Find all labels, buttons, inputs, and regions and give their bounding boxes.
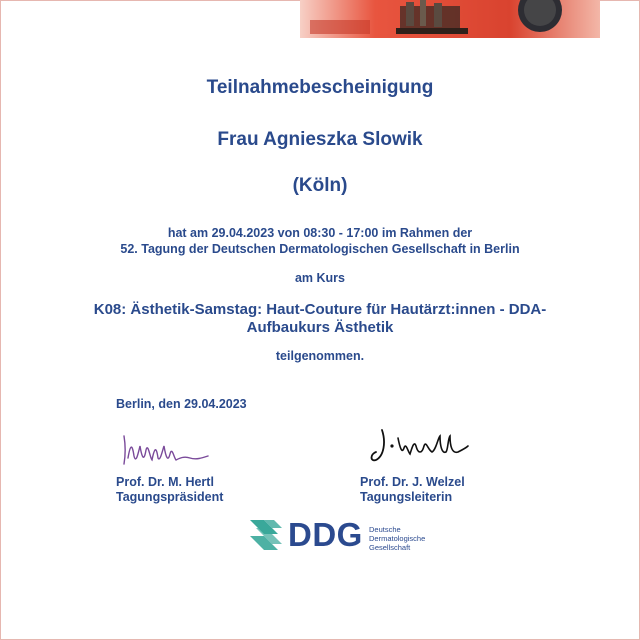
- place-date: Berlin, den 29.04.2023: [116, 397, 247, 411]
- signatory-2-role: Tagungsleiterin: [360, 490, 453, 504]
- signature-welzel: [368, 424, 478, 471]
- ddg-full-name: [369, 525, 425, 552]
- attendance-line-2: 52. Tagung der Deutschen Dermatologischen Gesellschaft in Berlin: [120, 242, 520, 256]
- closing-text: teilgenommen.: [275, 349, 365, 363]
- course-title-line-1: K08: Ästhetik-Samstag: Haut-Couture für Hautärzt:innen - DDA-: [93, 301, 547, 318]
- signatory-1-name: Prof. Dr. M. Hertl: [116, 475, 214, 489]
- ddg-name-line-1: Deutsche: [369, 525, 401, 534]
- ddg-name-line-3: Gesellschaft: [369, 543, 411, 552]
- signature-hertl: [118, 428, 218, 475]
- attendance-line-1: hat am 29.04.2023 von 08:30 - 17:00 im Rahmen der: [167, 226, 473, 240]
- recipient-name: Frau Agnieszka Slowik: [217, 129, 423, 150]
- ddg-logo-mark-icon: [248, 516, 286, 554]
- ddg-name-line-2: Dermatologische: [369, 534, 426, 543]
- ddg-wordmark: DDG: [288, 516, 363, 553]
- signatory-1-role: Tagungspräsident: [116, 490, 224, 504]
- course-title-line-2: Aufbaukurs Ästhetik: [246, 319, 394, 336]
- course-label: am Kurs: [294, 271, 346, 285]
- signatory-2-name: Prof. Dr. J. Welzel: [360, 475, 465, 489]
- header-photo: [300, 0, 600, 38]
- recipient-city: (Köln): [292, 175, 348, 196]
- certificate-title: Teilnahmebescheinigung: [206, 77, 434, 98]
- course-title: [0, 301, 640, 337]
